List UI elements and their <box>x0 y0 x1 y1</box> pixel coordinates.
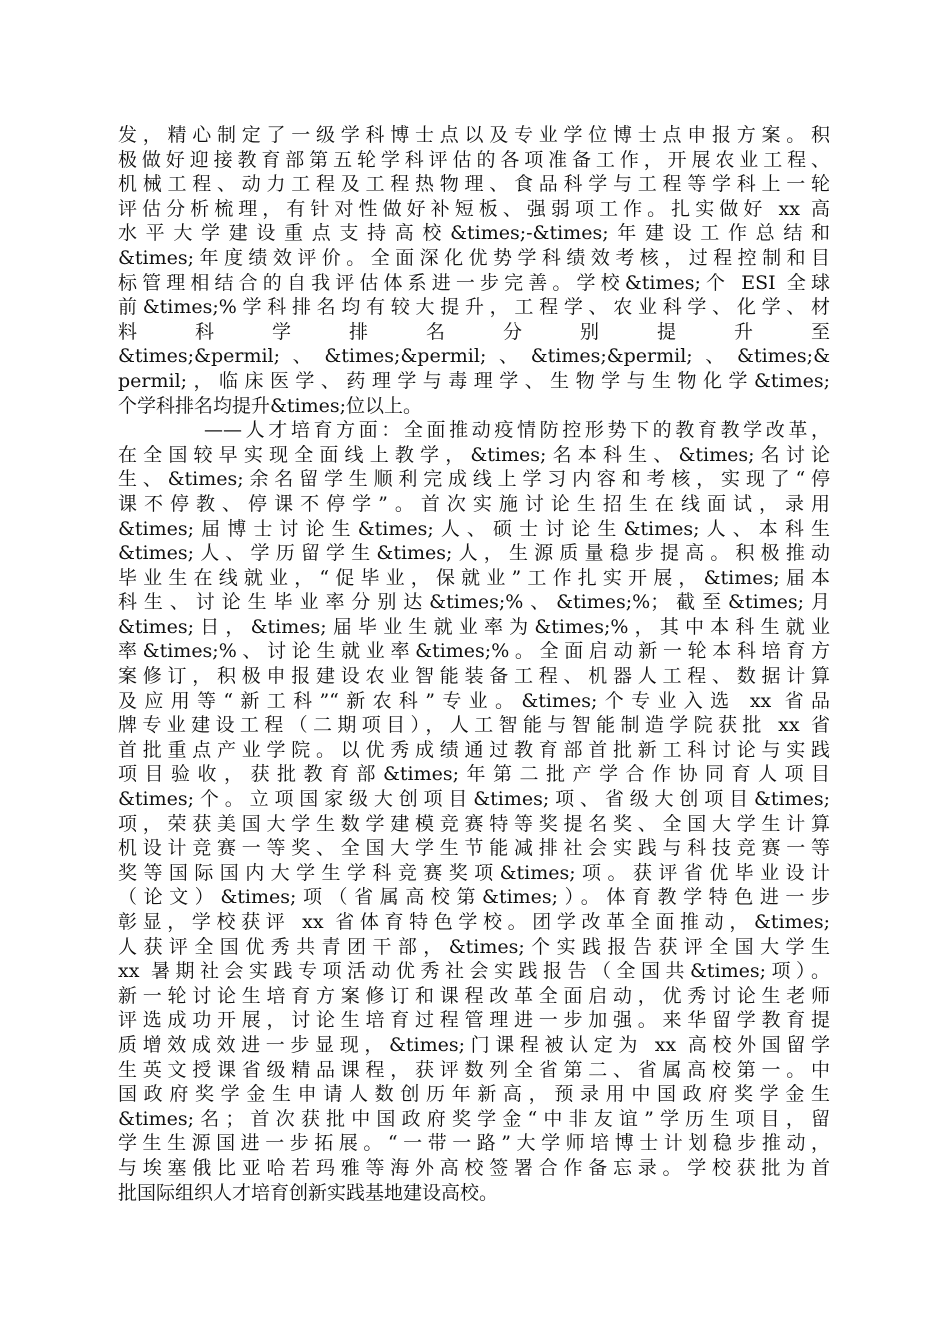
document-text <box>118 123 830 1205</box>
text-line: 学生生源国进一步拓展。“一带一路”大学师培博士计划稳步推动， <box>118 1132 830 1155</box>
text-line: 在全国较早实现全面线上教学，&times;名本科生、&times;名讨论 <box>118 443 830 466</box>
text-line: 人获评全国优秀共青团干部，&times;个实践报告获评全国大学生 <box>118 935 830 958</box>
text-line: 国政府奖学金生申请人数创历年新高，预录用中国政府奖学金生 <box>118 1083 830 1106</box>
text-line: 新一轮讨论生培育方案修订和课程改革全面启动，优秀讨论生老师 <box>118 984 830 1007</box>
text-line: 发，精心制定了一级学科博士点以及专业学位博士点申报方案。积 <box>118 124 830 146</box>
text-line: xx 暑期社会实践专项活动优秀社会实践报告（全国共&times;项）。 <box>118 960 830 983</box>
text-line: 彰显，学校获评 xx 省体育特色学校。团学改革全面推动，&times; <box>118 911 830 933</box>
text-line: 项目验收，获批教育部&times;年第二批产学合作协同育人项目 <box>118 763 830 786</box>
text-line: 个学科排名均提升&times;位以上。 <box>118 394 423 417</box>
paragraph-start-line: ——人才培育方面：全面推动疫情防控形势下的教育教学改革， <box>204 419 830 442</box>
text-line: 评估分析梳理，有针对性做好补短板、强弱项工作。扎实做好 xx 高 <box>118 197 830 220</box>
text-line: 极做好迎接教育部第五轮学科评估的各项准备工作，开展农业工程、 <box>118 148 830 171</box>
text-line: 项，荣获美国大学生数学建模竞赛特等奖提名奖、全国大学生计算 <box>118 812 830 835</box>
text-line: 批国际组织人才培育创新实践基地建设高校。 <box>118 1181 499 1204</box>
text-line: &times;人、学历留学生&times;人，生源质量稳步提高。积极推动 <box>118 542 830 565</box>
text-line: 首批重点产业学院。以优秀成绩通过教育部首批新工科讨论与实践 <box>118 738 830 761</box>
text-line: &times;&permil;、&times;&permil;、&times;&permil;、&times;& <box>118 345 830 368</box>
text-line: 与埃塞俄比亚哈若玛雅等海外高校签署合作备忘录。学校获批为首 <box>118 1156 830 1179</box>
text-line: 机设计竞赛一等奖、全国大学生节能减排社会实践与科技竞赛一等 <box>118 837 830 860</box>
text-line: 质增效成效进一步显现，&times;门课程被认定为 xx 高校外国留学 <box>118 1033 830 1056</box>
text-line: 率&times;%、讨论生就业率&times;%。全面启动新一轮本科培育方 <box>118 640 830 663</box>
text-line: 水平大学建设重点支持高校&times;-&times;年建设工作总结和 <box>118 222 830 245</box>
text-line: 案修订，积极申报建设农业智能装备工程、机器人工程、数据计算 <box>118 665 830 688</box>
text-line: &times;个。立项国家级大创项目&times;项、省级大创项目&times; <box>118 788 830 811</box>
text-line: 标管理相结合的自我评估体系进一步完善。学校&times;个 ESI 全球 <box>118 271 830 294</box>
text-line: permil;，临床医学、药理学与毒理学、生物学与生物化学&times; <box>118 369 830 392</box>
text-line: 课不停教、停课不停学”。首次实施讨论生招生在线面试，录用 <box>118 492 830 515</box>
text-line: 牌专业建设工程（二期项目），人工智能与智能制造学院获批 xx 省 <box>118 714 830 737</box>
text-line: （论文）&times;项（省属高校第&times;）。体育教学特色进一步 <box>118 886 830 909</box>
text-line: 科生、讨论生毕业率分别达&times;%、&times;%；截至&times;月 <box>118 591 830 614</box>
text-line: 评选成功开展，讨论生培育过程管理进一步加强。来华留学教育提 <box>118 1009 830 1032</box>
text-line: &times;年度绩效评价。全面深化优势学科绩效考核，过程控制和目 <box>118 246 830 269</box>
text-line: 及应用等“新工科”“新农科”专业。&times;个专业入选 xx 省品 <box>118 689 830 712</box>
text-line: 毕业生在线就业，“促毕业，保就业”工作扎实开展，&times;届本 <box>118 566 830 589</box>
text-line: 生、&times;余名留学生顺利完成线上学习内容和考核，实现了“停 <box>118 468 830 491</box>
text-line: &times;届博士讨论生&times;人、硕士讨论生&times;人、本科生 <box>118 517 830 540</box>
text-line: 前&times;%学科排名均有较大提升，工程学、农业科学、化学、材 <box>118 296 830 319</box>
text-line: 机械工程、动力工程及工程热物理、食品科学与工程等学科上一轮 <box>118 173 830 196</box>
text-line: &times;日，&times;届毕业生就业率为&times;%，其中本科生就业 <box>118 615 830 638</box>
text-line: 料 科 学 排 名 分 别 提 升 至 <box>118 320 830 343</box>
text-line: &times;名；首次获批中国政府奖学金“中非友谊”学历生项目，留 <box>118 1107 830 1130</box>
text-line: 奖等国际国内大学生学科竞赛奖项&times;项。获评省优毕业设计 <box>118 861 830 884</box>
text-line: 生英文授课省级精品课程，获评数列全省第二、省属高校第一。中 <box>118 1058 830 1081</box>
